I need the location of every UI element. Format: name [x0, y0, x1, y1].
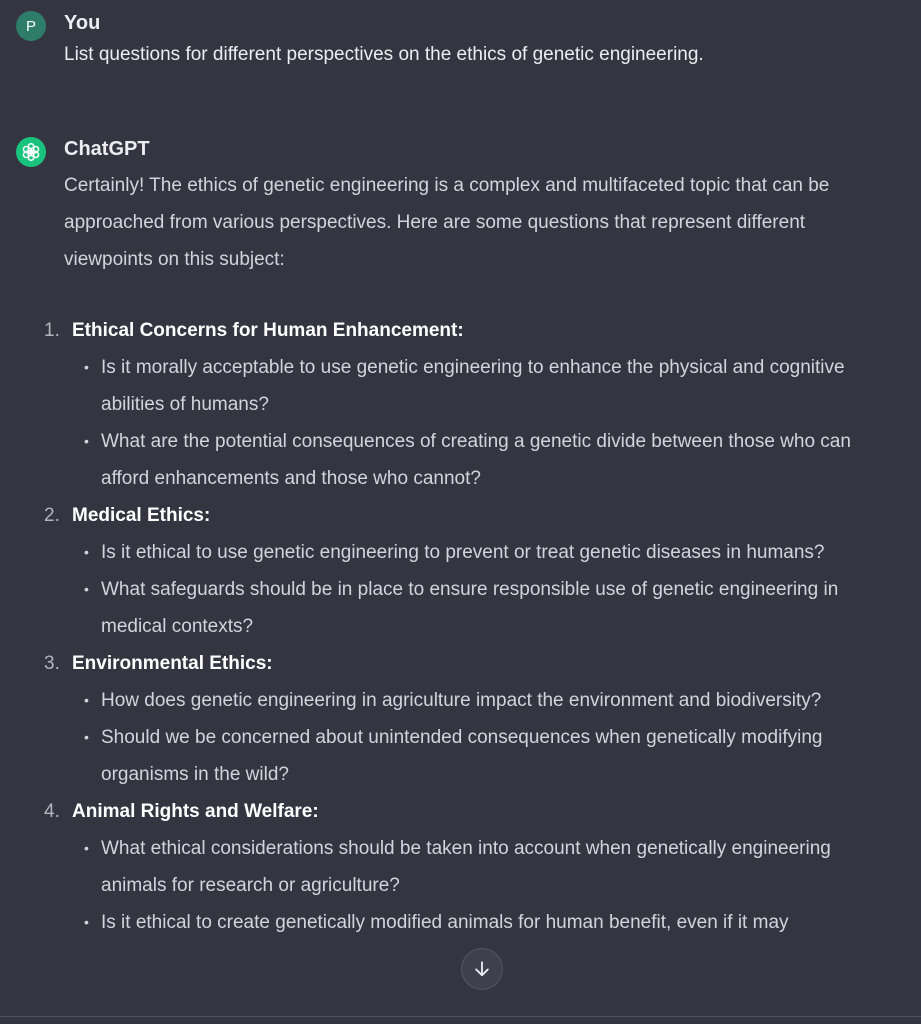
bullet-icon: • — [84, 433, 89, 449]
question-text: Is it morally acceptable to use genetic engineering to enhance the physical and cognitive abilities of humans? — [101, 357, 845, 415]
arrow-down-icon — [472, 959, 492, 979]
response-intro: Certainly! The ethics of genetic engineering is a complex and multifaceted topic that can be approached from various perspectives. Here are some questions that represent different viewpoints on this subject: — [64, 175, 830, 270]
question-item — [84, 830, 885, 904]
perspective-list — [44, 312, 885, 941]
section-number: 4. — [44, 801, 60, 822]
bullet-icon: • — [84, 359, 89, 375]
question-item — [84, 423, 885, 497]
question-item — [84, 904, 885, 941]
question-text: Is it ethical to create genetically modified animals for human benefit, even if it may — [101, 912, 789, 933]
section-title: Medical Ethics: — [72, 505, 211, 526]
perspective-section — [44, 645, 885, 793]
assistant-author-name: ChatGPT — [64, 138, 150, 160]
section-number: 1. — [44, 320, 60, 341]
question-text: How does genetic engineering in agriculture impact the environment and biodiversity? — [101, 690, 822, 711]
user-avatar-letter: P — [25, 17, 36, 35]
question-text: Should we be concerned about unintended consequences when genetically modifying organisms in the wild? — [101, 727, 823, 785]
question-text: What are the potential consequences of creating a genetic divide between those who can afford enhancements and those who cannot? — [101, 431, 851, 489]
bullet-icon: • — [84, 914, 89, 930]
question-item — [84, 349, 885, 423]
user-message — [16, 8, 905, 69]
question-text: What ethical considerations should be taken into account when genetically engineering animals for research or agriculture? — [101, 838, 831, 896]
section-title: Ethical Concerns for Human Enhancement: — [72, 320, 464, 341]
question-item — [84, 571, 885, 645]
assistant-message — [16, 134, 905, 941]
user-prompt-text: List questions for different perspectives on the ethics of genetic engineering. — [64, 44, 704, 65]
perspective-section — [44, 312, 885, 497]
question-text: What safeguards should be in place to ensure responsible use of genetic engineering in medical contexts? — [101, 579, 839, 637]
user-author-name: You — [64, 12, 101, 34]
user-avatar — [16, 11, 46, 41]
bullet-icon: • — [84, 729, 89, 745]
bullet-icon: • — [84, 692, 89, 708]
section-title: Animal Rights and Welfare: — [72, 801, 319, 822]
bullet-icon: • — [84, 581, 89, 597]
bullet-icon: • — [84, 544, 89, 560]
section-number: 3. — [44, 653, 60, 674]
question-list — [72, 830, 885, 941]
question-list — [72, 534, 885, 645]
section-number: 2. — [44, 505, 60, 526]
perspective-section — [44, 793, 885, 941]
question-list — [72, 682, 885, 793]
bottom-divider — [0, 1016, 921, 1017]
perspective-section — [44, 497, 885, 645]
question-item — [84, 682, 885, 719]
bullet-icon: • — [84, 840, 89, 856]
section-title: Environmental Ethics: — [72, 653, 273, 674]
question-text: Is it ethical to use genetic engineering to prevent or treat genetic diseases in humans? — [101, 542, 825, 563]
scroll-to-bottom-button[interactable] — [461, 948, 503, 990]
question-item — [84, 719, 885, 793]
openai-logo-icon — [16, 137, 46, 167]
question-list — [72, 349, 885, 497]
assistant-response-body — [44, 167, 885, 941]
question-item — [84, 534, 885, 571]
